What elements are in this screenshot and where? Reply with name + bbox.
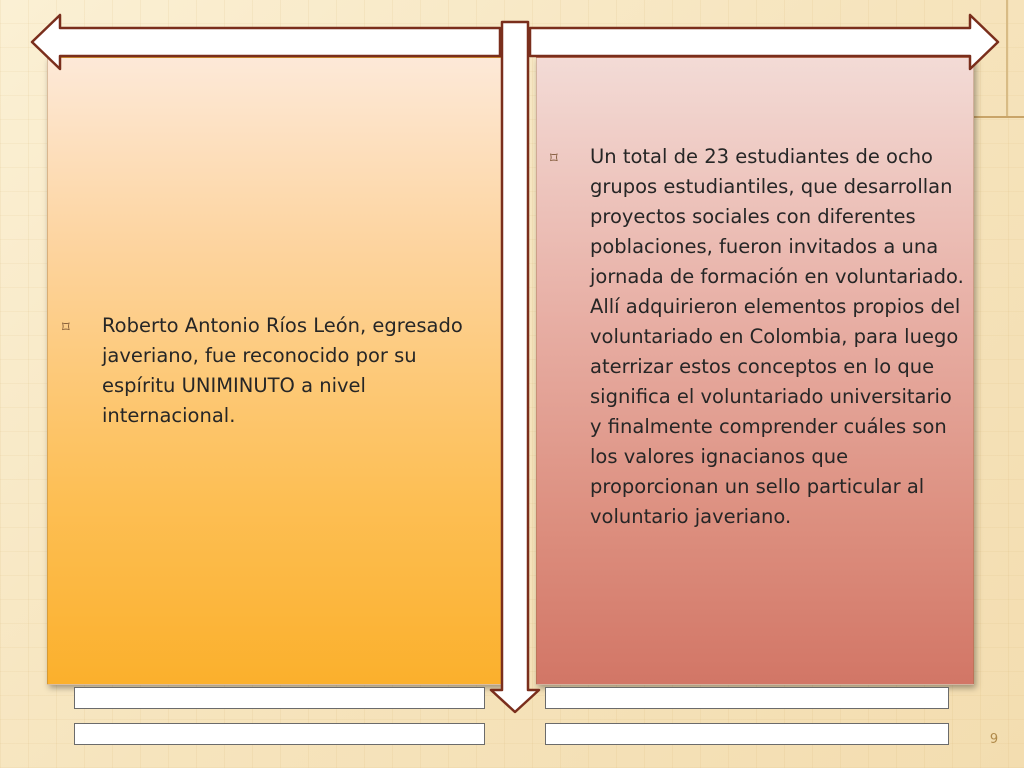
bullet-text: Roberto Antonio Ríos León, egresado javeriano, fue reconocido por su espíritu UNIMINUTO a nivel internacional.	[102, 314, 463, 427]
bullet-icon: ⌑	[62, 318, 70, 336]
left-arrow-shape	[32, 15, 500, 69]
right-arrow-shape	[530, 15, 998, 69]
bullet-list	[550, 142, 965, 532]
bullet-list	[62, 311, 492, 431]
list-item	[62, 311, 492, 431]
bullet-text: Un total de 23 estudiantes de ocho grupos estudiantiles, que desarrollan proyectos sociales con diferentes poblaciones, fueron invitados a una jornada de formación en voluntariado. Allí adquirieron elementos propios del voluntariado en Colombia, para luego aterrizar estos conceptos en lo que significa el voluntariado universitario y finalmente comprender cuáles son los valores ignacianos que proporcionan un sello particular al voluntario javeriano.	[590, 145, 964, 528]
down-arrow-shape	[491, 22, 539, 712]
left-panel-text	[62, 311, 492, 431]
bullet-icon: ⌑	[550, 149, 558, 167]
list-item	[550, 142, 965, 532]
page-number: 9	[989, 732, 999, 747]
right-panel-text	[550, 142, 965, 532]
